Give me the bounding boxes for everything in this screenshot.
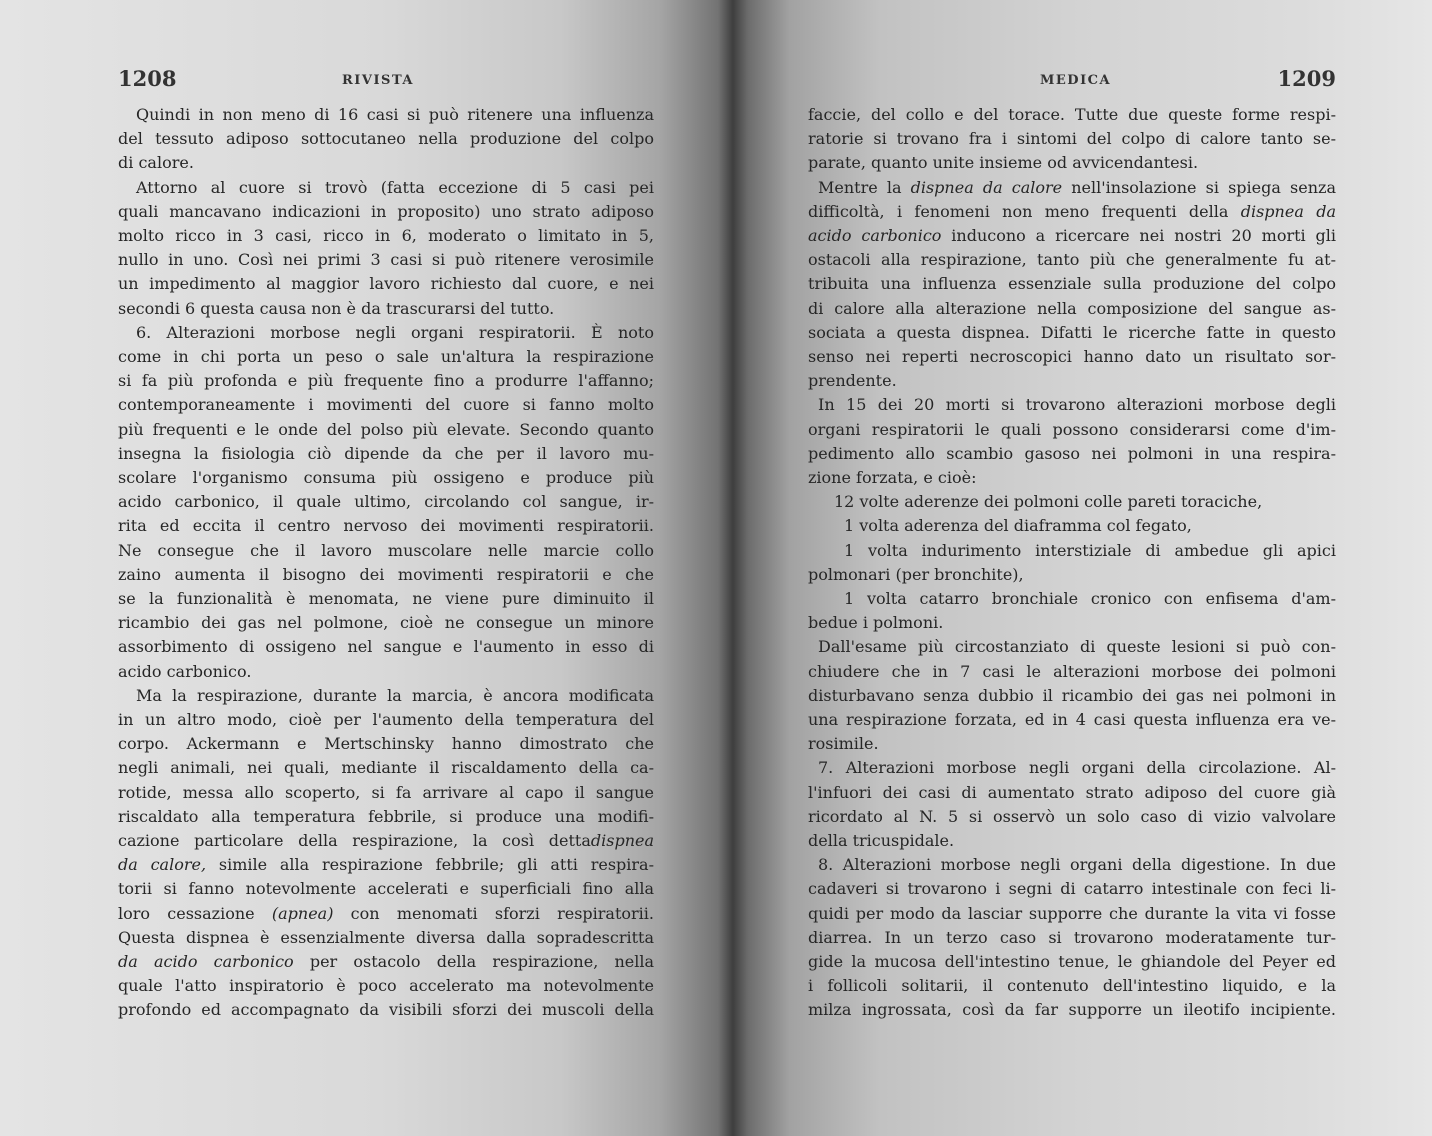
text-line	[118, 490, 654, 514]
line-text: ricambio dei gas nel polmone, cioè ne consegue un minore	[118, 613, 654, 633]
line-text: Questa dispnea è essenzialmente diversa dalla sopradescritta	[118, 927, 654, 947]
text-line	[844, 514, 1336, 538]
text-line	[118, 853, 654, 877]
text-line	[808, 418, 1336, 442]
line-text: ricordato al N. 5 si osservò un solo caso di vizio valvolare	[808, 806, 1336, 826]
running-head-title: MEDICA	[1040, 73, 1112, 88]
text-line	[118, 200, 654, 224]
text-line	[808, 345, 1336, 369]
line-text: prendente.	[808, 371, 897, 391]
line-text: di calore.	[118, 153, 194, 173]
text-line	[118, 926, 654, 950]
line-text: gide la mucosa dell'intestino tenue, le ghiandole del Peyer ed	[808, 952, 1336, 971]
line-text: rotide, messa allo scoperto, si fa arrivare al capo il sangue	[118, 782, 654, 802]
text-line	[834, 490, 1336, 514]
text-line	[844, 539, 1336, 563]
line-text: nullo in uno. Così nei primi 3 casi si può ritenere verosimile	[118, 250, 654, 270]
line-text: chiudere che in 7 casi le alterazioni morbose dei polmoni	[808, 661, 1336, 681]
line-text: tribuita una influenza essenziale sulla produzione del colpo	[808, 274, 1336, 294]
text-line	[818, 393, 1336, 417]
page-number: 1208	[118, 66, 177, 91]
text-line	[118, 902, 654, 926]
line-text: quidi per modo da lasciar supporre che durante la vita vi fosse	[808, 903, 1336, 923]
text-line	[808, 369, 1336, 393]
line-text: profondo ed accompagnato da visibili sforzi dei muscoli della	[118, 1000, 654, 1020]
italic-text: (apnea)	[271, 903, 334, 923]
text-line	[118, 635, 654, 659]
text-line	[118, 563, 654, 587]
text-line	[118, 248, 654, 272]
left-running-head	[0, 66, 716, 96]
italic-text: dispnea da calore	[910, 177, 1063, 197]
text-line	[118, 587, 654, 611]
running-head-title: RIVISTA	[342, 73, 414, 88]
italic-text: dispnea	[590, 831, 654, 850]
italic-text: da calore,	[118, 855, 207, 875]
text-line	[118, 418, 654, 442]
text-line	[118, 950, 654, 974]
line-text: simile alla respirazione febbrile; gli atti respira-	[206, 855, 654, 875]
text-line	[118, 877, 654, 901]
italic-text: acido carbonico	[808, 226, 942, 245]
text-line	[808, 103, 1336, 127]
line-text: organi respiratorii le quali possono considerarsi come d'im-	[808, 419, 1336, 439]
text-line	[808, 151, 1336, 175]
text-line	[808, 200, 1336, 224]
text-line	[808, 974, 1336, 998]
line-text: disturbavano senza dubbio il ricambio dei gas nei polmoni in	[808, 685, 1336, 705]
line-text: acido carbonico, il quale ultimo, circolando col sangue, ir-	[118, 492, 654, 512]
line-text: 7. Alterazioni morbose negli organi della circolazione. Al-	[818, 758, 1336, 778]
line-text: zaino aumenta il bisogno dei movimenti respiratorii e che	[118, 564, 654, 584]
line-text: 12 volte aderenze dei polmoni colle pareti toraciche,	[834, 492, 1263, 512]
line-text: zione forzata, e cioè:	[808, 468, 977, 487]
line-text: Ne consegue che il lavoro muscolare nelle marcie collo	[118, 540, 654, 560]
line-text: quali mancavano indicazioni in proposito) uno strato adiposo	[118, 201, 654, 221]
line-text: i follicoli solitarii, il contenuto dell'intestino liquido, e la	[808, 976, 1336, 996]
line-text: inducono a ricercare nei nostri 20 morti gli	[941, 226, 1336, 245]
text-line	[808, 321, 1336, 345]
line-text: l'infuori dei casi di aumentato strato adiposo del cuore già	[808, 782, 1336, 802]
line-text: In 15 dei 20 morti si trovarono alterazioni morbose degli	[818, 395, 1336, 415]
text-line	[118, 805, 654, 829]
line-text: faccie, del collo e del torace. Tutte due queste forme respi-	[808, 105, 1336, 124]
line-text: scolare l'organismo consuma più ossigeno e produce più	[118, 468, 654, 487]
text-line	[118, 393, 654, 417]
line-text: senso nei reperti necroscopici hanno dato un risultato sor-	[808, 347, 1336, 366]
line-text: 8. Alterazioni morbose negli organi della digestione. In due	[818, 855, 1336, 875]
line-text: Mentre la	[818, 177, 911, 197]
text-line	[808, 708, 1336, 732]
line-text: difficoltà, i fenomeni non meno frequenti della	[808, 201, 1241, 221]
line-text: corpo. Ackermann e Mertschinsky hanno dimostrato che	[118, 734, 654, 754]
text-line	[808, 684, 1336, 708]
line-text: del tessuto adiposo sottocutaneo nella produzione del colpo	[118, 129, 654, 149]
text-line	[118, 466, 654, 490]
line-text: si fa più profonda e più frequente fino a produrre l'affanno;	[118, 371, 654, 391]
text-line	[136, 321, 654, 345]
text-line	[118, 127, 654, 151]
text-line	[118, 660, 654, 684]
right-page	[738, 0, 1432, 1136]
text-line	[808, 877, 1336, 901]
line-text: molto ricco in 3 casi, ricco in 6, moderato o limitato in 5,	[118, 226, 654, 245]
text-line	[136, 684, 654, 708]
text-line	[118, 151, 654, 175]
text-line	[118, 514, 654, 538]
text-line	[136, 103, 654, 127]
line-text: sociata a questa dispnea. Difatti le ricerche fatte in questo	[808, 322, 1336, 342]
line-text: 1 volta aderenza del diaframma col fegato,	[844, 516, 1192, 536]
text-line	[118, 829, 654, 853]
text-line	[136, 176, 654, 200]
line-text: ratorie si trovano fra i sintomi del colpo di calore tanto se-	[808, 129, 1336, 149]
line-text: 6. Alterazioni morbose negli organi respiratorii. È noto	[136, 322, 654, 342]
text-line	[118, 539, 654, 563]
line-text: rita ed eccita il centro nervoso dei movimenti respiratorii.	[118, 516, 654, 536]
line-text: come in chi porta un peso o sale un'altura la respirazione	[118, 347, 654, 366]
text-line	[118, 345, 654, 369]
text-line	[808, 781, 1336, 805]
italic-text: da acido carbonico	[118, 952, 294, 971]
line-text: per ostacolo della respirazione, nella	[293, 952, 655, 971]
text-line	[808, 660, 1336, 684]
line-text: pedimento allo scambio gasoso nei polmoni in una respira-	[808, 443, 1336, 463]
text-line	[818, 853, 1336, 877]
text-line	[118, 732, 654, 756]
text-line	[808, 272, 1336, 296]
line-text: Attorno al cuore si trovò (fatta eccezione di 5 casi pei	[136, 177, 654, 197]
line-text: della tricuspidale.	[808, 831, 955, 850]
line-text: se la funzionalità è menomata, ne viene pure diminuito il	[118, 589, 654, 608]
line-text: secondi 6 questa causa non è da trascurarsi del tutto.	[118, 298, 555, 318]
italic-text: dispnea da	[1240, 201, 1336, 221]
text-line	[118, 272, 654, 296]
line-text: ostacoli alla respirazione, tanto più che generalmente fu at-	[808, 250, 1336, 270]
line-text: nell'insolazione si spiega senza	[1062, 177, 1336, 197]
text-line	[118, 756, 654, 780]
line-text: negli animali, nei quali, mediante il riscaldamento della ca-	[118, 758, 654, 778]
line-text: assorbimento di ossigeno nel sangue e l'aumento in esso di	[118, 637, 654, 657]
text-line	[808, 950, 1336, 974]
line-text: più frequenti e le onde del polso più elevate. Secondo quanto	[118, 419, 654, 439]
line-text: con menomati sforzi respiratorii.	[333, 903, 654, 923]
text-line	[808, 998, 1336, 1022]
line-text: di calore alla alterazione nella composizione del sangue as-	[808, 298, 1336, 318]
line-text: in un altro modo, cioè per l'aumento della temperatura del	[118, 710, 654, 729]
text-line	[808, 442, 1336, 466]
line-text: Dall'esame più circostanziato di queste lesioni si può con-	[818, 637, 1336, 657]
page-number: 1209	[1277, 66, 1336, 91]
line-text: polmonari (per bronchite),	[808, 564, 1024, 584]
line-text: diarrea. In un terzo caso si trovarono moderatamente tur-	[808, 927, 1336, 947]
line-text: una respirazione forzata, ed in 4 casi questa influenza era ve-	[808, 710, 1336, 729]
line-text: bedue i polmoni.	[808, 613, 944, 633]
line-text: 1 volta catarro bronchiale cronico con enfisema d'am-	[844, 589, 1336, 608]
text-line	[118, 224, 654, 248]
right-running-head	[738, 66, 1432, 96]
text-line	[844, 587, 1336, 611]
line-text: Ma la respirazione, durante la marcia, è ancora modificata	[136, 685, 654, 705]
text-line	[818, 176, 1336, 200]
text-line	[118, 708, 654, 732]
line-text: torii si fanno notevolmente accelerati e superficiali fino alla	[118, 879, 654, 899]
text-line	[808, 902, 1336, 926]
text-line	[808, 732, 1336, 756]
text-line	[808, 248, 1336, 272]
line-text: loro cessazione	[118, 903, 272, 923]
text-line	[808, 611, 1336, 635]
text-line	[118, 442, 654, 466]
line-text: rosimile.	[808, 734, 879, 754]
line-text: 1 volta indurimento interstiziale di ambedue gli apici	[844, 540, 1336, 560]
line-text: milza ingrossata, così da far supporre un ileotifo incipiente.	[808, 1000, 1336, 1020]
line-text: cazione particolare della respirazione, la così detta	[118, 831, 591, 850]
line-text: cadaveri si trovarono i segni di catarro intestinale con feci li-	[808, 879, 1336, 899]
text-line	[118, 369, 654, 393]
text-line	[808, 127, 1336, 151]
text-line	[818, 756, 1336, 780]
line-text: riscaldato alla temperatura febbrile, si produce una modifi-	[118, 806, 654, 826]
text-line	[808, 805, 1336, 829]
text-line	[808, 926, 1336, 950]
text-line	[808, 466, 1336, 490]
line-text: acido carbonico.	[118, 661, 252, 681]
text-line	[118, 974, 654, 998]
line-text: parate, quanto unite insieme od avvicendantesi.	[808, 153, 1199, 173]
text-line	[118, 297, 654, 321]
text-line	[808, 224, 1336, 248]
line-text: Quindi in non meno di 16 casi si può ritenere una influenza	[136, 105, 654, 124]
text-line	[118, 998, 654, 1022]
text-line	[808, 563, 1336, 587]
text-line	[118, 611, 654, 635]
line-text: quale l'atto inspiratorio è poco accelerato ma notevolmente	[118, 976, 654, 996]
text-line	[808, 829, 1336, 853]
text-line	[818, 635, 1336, 659]
text-line	[118, 781, 654, 805]
text-line	[808, 297, 1336, 321]
line-text: contemporaneamente i movimenti del cuore si fanno molto	[118, 395, 654, 415]
line-text: un impedimento al maggior lavoro richiesto dal cuore, e nei	[118, 274, 654, 294]
line-text: insegna la fisiologia ciò dipende da che per il lavoro mu-	[118, 443, 654, 463]
